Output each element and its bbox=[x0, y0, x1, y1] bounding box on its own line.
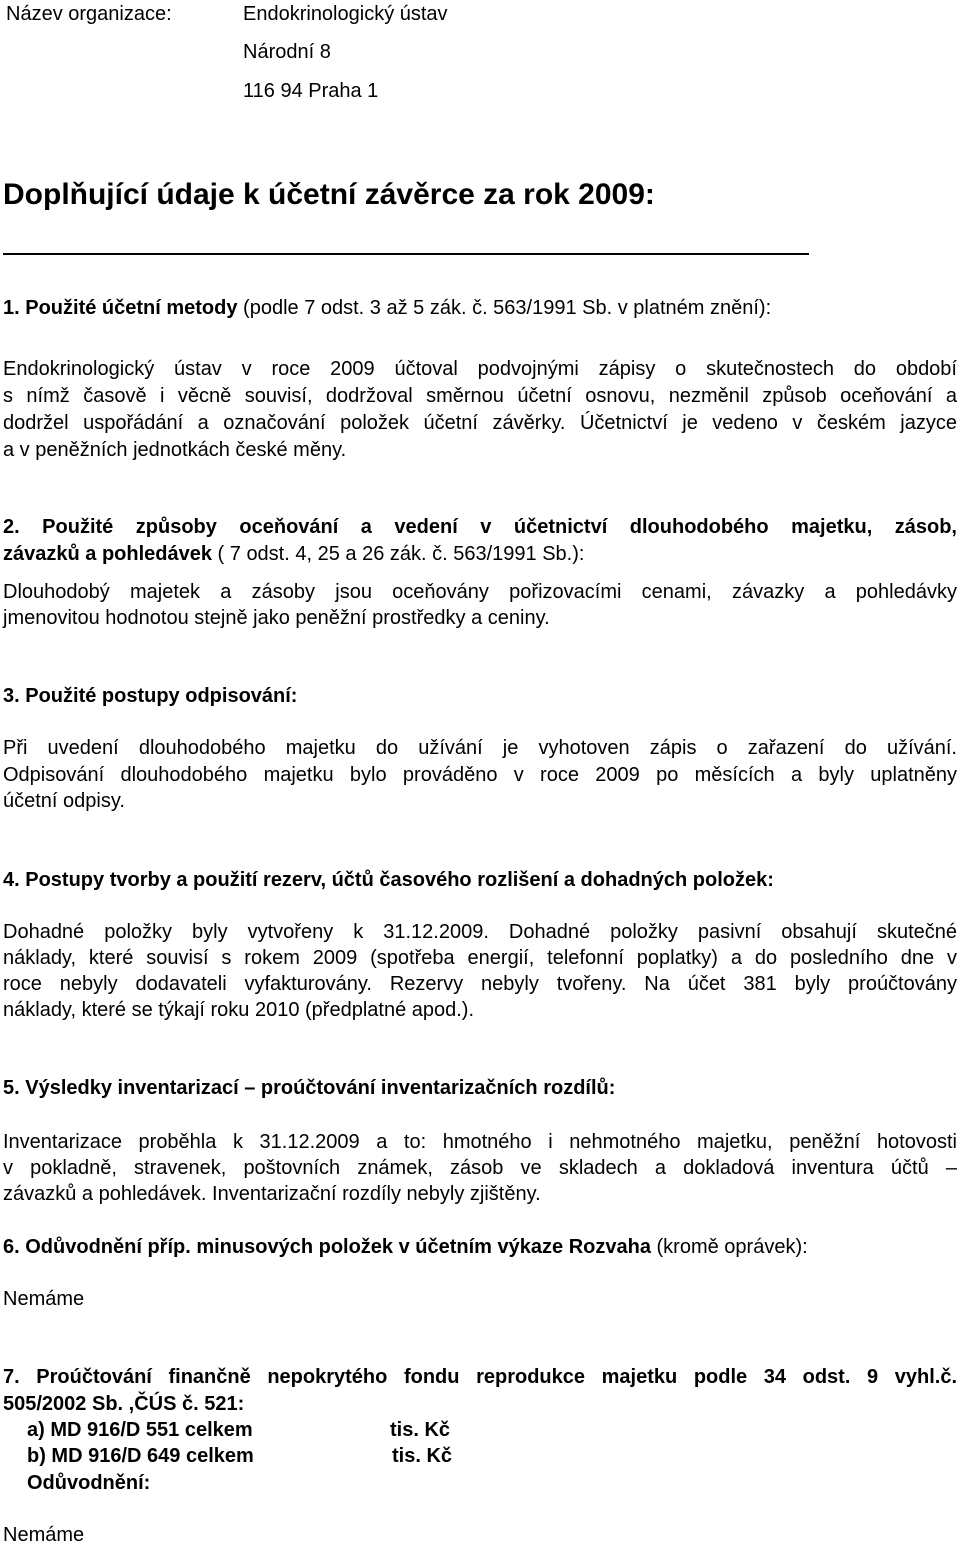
section-5-line-1: Inventarizace proběhla k 31.12.2009 a to: hmotného i nehmotného majetku, peněžní hotovosti bbox=[3, 1131, 957, 1153]
section-1-heading bbox=[3, 296, 771, 320]
section-3-line-3: účetní odpisy. bbox=[3, 790, 125, 812]
section-7-item-a bbox=[3, 1418, 957, 1442]
section-5-heading: 5. Výsledky inventarizací – proúčtování inventarizačních rozdílů: bbox=[3, 1077, 616, 1099]
org-name: Endokrinologický ústav bbox=[243, 3, 448, 25]
item-a-unit: tis. Kč bbox=[390, 1419, 451, 1441]
section-7-item-b bbox=[3, 1444, 957, 1468]
section-2-heading-line-1: 2. Použité způsoby oceňování a vedení v účetnictví dlouhodobého majetku, zásob, bbox=[3, 516, 957, 538]
item-b-label: b) MD 916/D 649 celkem bbox=[27, 1445, 254, 1467]
section-2-line-2: jmenovitou hodnotou stejně jako peněžní prostředky a ceniny. bbox=[3, 607, 550, 629]
org-city: 116 94 Praha 1 bbox=[243, 80, 379, 102]
section-4-line-4: náklady, které se týkají roku 2010 (předplatné apod.). bbox=[3, 999, 475, 1021]
section-1-line-2: s nímž časově i věcně souvisí, dodržoval směrnou účetní osnovu, nezměnil způsob oceňování a bbox=[3, 385, 957, 407]
section-1-line-1: Endokrinologický ústav v roce 2009 účtoval podvojnými zápisy o skutečnostech do období bbox=[3, 358, 957, 380]
section-1-heading-rest: (podle 7 odst. 3 až 5 zák. č. 563/1991 Sb. v platném znění): bbox=[237, 297, 772, 319]
section-1-line-4: a v peněžních jednotkách české měny. bbox=[3, 439, 347, 461]
section-4-line-1: Dohadné položky byly vytvořeny k 31.12.2009. Dohadné položky pasivní obsahují skutečné bbox=[3, 921, 957, 943]
document-title: Doplňující údaje k účetní závěrce za rok 2009: bbox=[3, 178, 655, 211]
section-2-heading-line-2 bbox=[3, 542, 584, 566]
section-3-line-1: Při uvedení dlouhodobého majetku do užívání je vyhotoven zápis o zařazení do užívání. bbox=[3, 737, 957, 759]
org-street: Národní 8 bbox=[243, 41, 331, 63]
section-2-heading-bold: závazků a pohledávek bbox=[3, 543, 212, 565]
section-1-line-3: dodržel uspořádání a označování položek účetní závěrky. Účetnictví je vedeno v českém jazyce bbox=[3, 412, 957, 434]
title-divider bbox=[3, 253, 809, 255]
section-1-heading-bold: 1. Použité účetní metody bbox=[3, 297, 238, 319]
section-7-heading-line-2: 505/2002 Sb. ,ČÚS č. 521: bbox=[3, 1393, 245, 1415]
section-4-heading: 4. Postupy tvorby a použití rezerv, účtů časového rozlišení a dohadných položek: bbox=[3, 869, 774, 891]
item-b-unit: tis. Kč bbox=[392, 1445, 453, 1467]
section-3-heading: 3. Použité postupy odpisování: bbox=[3, 685, 298, 707]
section-2-heading-rest: ( 7 odst. 4, 25 a 26 zák. č. 563/1991 Sb.): bbox=[211, 543, 585, 565]
section-6-heading-bold: 6. Odůvodnění příp. minusových položek v účetním výkaze Rozvaha bbox=[3, 1236, 651, 1258]
section-3-line-2: Odpisování dlouhodobého majetku bylo prováděno v roce 2009 po měsících a byly uplatněny bbox=[3, 764, 957, 786]
section-7-reason-label: Odůvodnění: bbox=[27, 1472, 151, 1494]
org-label: Název organizace: bbox=[6, 3, 172, 25]
section-4-line-3: roce nebyly dodavateli vyfakturovány. Rezervy nebyly tvořeny. Na účet 381 byly proúčtovány bbox=[3, 973, 957, 995]
section-7-heading-line-1: 7. Proúčtování finančně nepokrytého fondu reprodukce majetku podle 34 odst. 9 vyhl.č. bbox=[3, 1366, 957, 1388]
section-6-text: Nemáme bbox=[3, 1288, 85, 1310]
section-2-line-1: Dlouhodobý majetek a zásoby jsou oceňovány pořizovacími cenami, závazky a pohledávky bbox=[3, 581, 957, 603]
section-6-heading-rest: (kromě oprávek): bbox=[650, 1236, 808, 1258]
item-a-label: a) MD 916/D 551 celkem bbox=[27, 1419, 253, 1441]
section-6-heading bbox=[3, 1235, 808, 1259]
section-4-line-2: náklady, které souvisí s rokem 2009 (spotřeba energií, telefonní poplatky) a do posledního dne v bbox=[3, 947, 957, 969]
section-5-line-3: závazků a pohledávek. Inventarizační rozdíly nebyly zjištěny. bbox=[3, 1183, 541, 1205]
section-7-text: Nemáme bbox=[3, 1524, 85, 1546]
section-5-line-2: v pokladně, stravenek, poštovních známek, zásob ve skladech a dokladová inventura účtů – bbox=[3, 1157, 957, 1179]
